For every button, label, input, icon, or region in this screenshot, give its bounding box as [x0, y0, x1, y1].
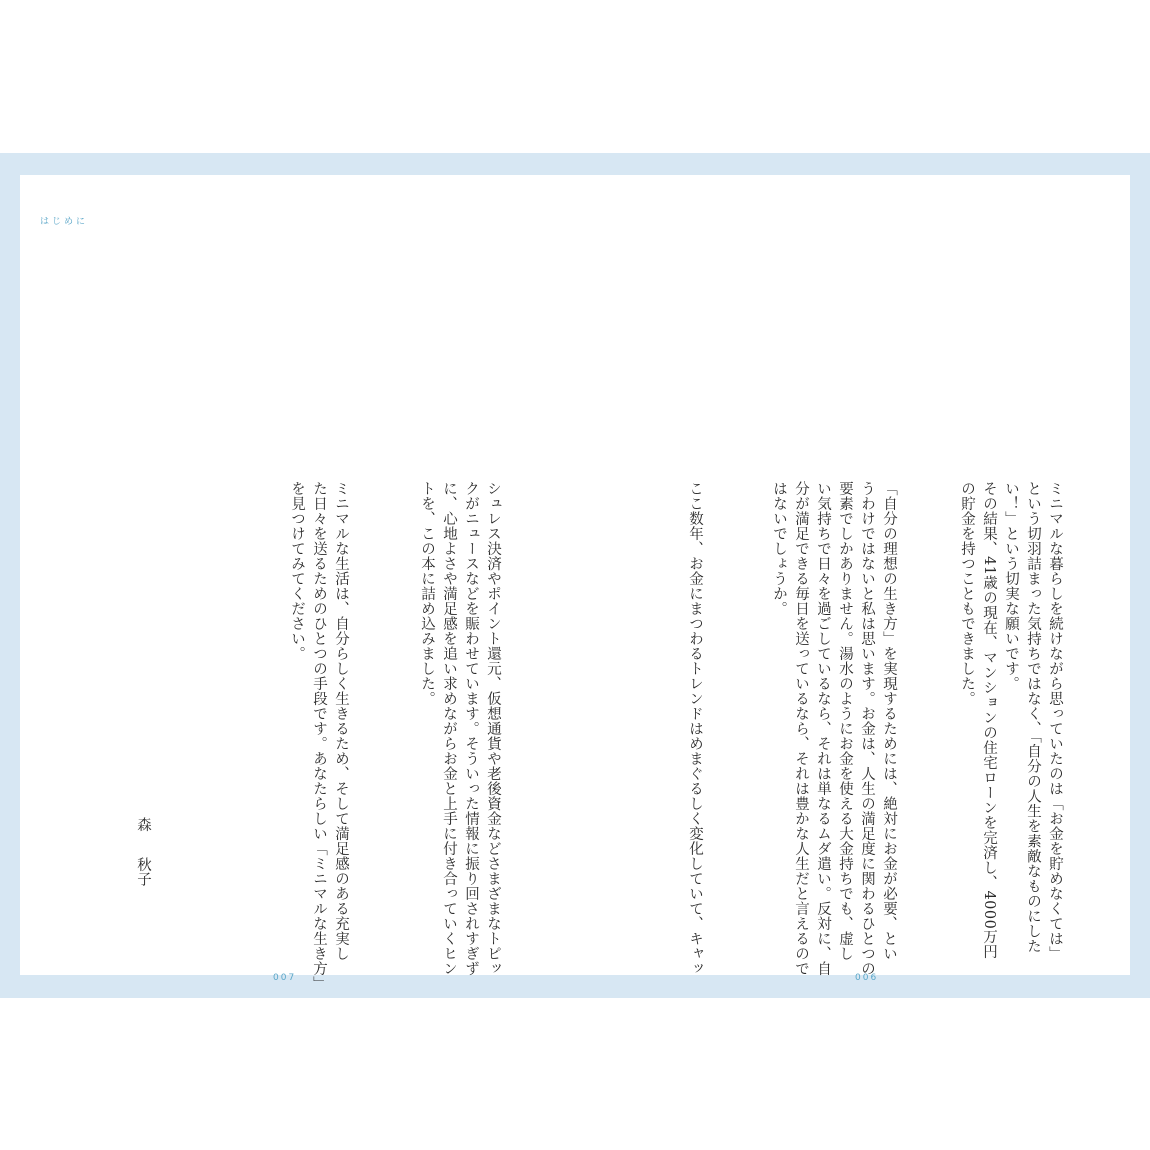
text-column: 要素でしかありません。湯水のようにお金を使える大金持ちでも、虚し	[837, 481, 853, 961]
text-column	[936, 481, 954, 1061]
text-column: クがニュースなどを賑わせています。そういった情報に振り回されすぎず	[463, 481, 479, 976]
author-given-name: 秋子	[135, 857, 151, 886]
text-column	[396, 481, 414, 1061]
text-column: シュレス決済やポイント還元、仮想通貨や老後資金などさまざまなトピッ	[485, 481, 501, 976]
text-column: うわけではないと私は思います。お金は、人生の満足度に関わるひとつの	[859, 481, 875, 976]
author-family-name: 森	[135, 817, 151, 832]
text-column: の貯金を持つこともできました。	[959, 481, 975, 706]
text-column: い！」という切実な願いです。	[1003, 481, 1019, 691]
text-column: た日々を送るためのひとつの手段です。あなたらしい「ミニマルな生き方」	[311, 481, 327, 991]
text-column: い気持ちで日々を過ごしているなら、それは単なるムダ遣い。反対に、自	[815, 481, 831, 976]
text-column: に、心地よさや満足感を追い求めながらお金と上手に付き合っていくヒン	[441, 481, 457, 976]
text-column: 「自分の理想の生き方」を実現するためには、絶対にお金が必要、とい	[881, 481, 897, 961]
page-number-left: 007	[273, 973, 297, 983]
page-number-right: 006	[855, 973, 879, 983]
text-column: 分が満足できる毎日を送っているなら、それは豊かな人生だと言えるので	[793, 481, 809, 976]
text-column: ここ数年、お金にまつわるトレンドはめまぐるしく変化していて、キャッ	[687, 481, 703, 976]
text-column: を見つけてみてください。	[289, 481, 305, 661]
page-area	[20, 175, 1130, 991]
text-column: はないでしょうか。	[771, 481, 787, 616]
text-column	[748, 481, 766, 1061]
text-column: という切羽詰まった気持ちではなく、「自分の人生を素敵なものにした	[1025, 481, 1041, 954]
text-column: トを、この本に詰め込みました。	[419, 481, 435, 706]
text-column: その結果、41歳の現在、マンションの住宅ローンを完済し、4000万円	[981, 481, 997, 960]
text-column: ミニマルな生活は、自分らしく生きるため、そして満足感のある充実し	[333, 481, 349, 961]
section-header: はじめに	[40, 217, 89, 227]
text-column: ミニマルな暮らしを続けながら思っていたのは「お金を貯めなくては」	[1047, 481, 1063, 961]
book-spread	[0, 153, 1150, 998]
